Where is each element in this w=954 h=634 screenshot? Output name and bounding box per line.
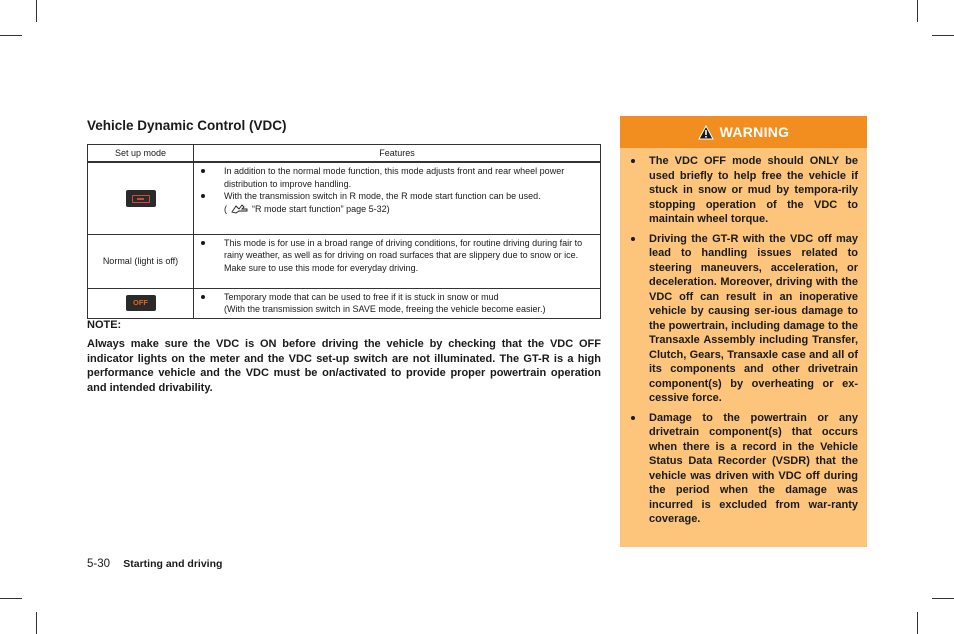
feature-extra-line: (With the transmission switch in SAVE mode, freeing the vehicle become easier.) [224,304,546,314]
warning-list [620,148,867,527]
feature-item: This mode is for use in a broad range of driving conditions, for routine driving during fair to rainy weather, as well as for driving on road surfaces that are slippery due to snow or ice. Make sure to use this mode for everyday driving. [198,237,596,275]
feature-item: In addition to the normal mode function, this mode adjusts front and rear wheel power distribution to improve handling. [198,165,596,190]
warning-item: Damage to the powertrain or any drivetrain component(s) that occurs when there is a record in the Vehicle Status Data Recorder (VSDR) that the vehicle was driven with VDC off during the period when the damage was incurred is excluded from war-ranty coverage. [629,411,858,527]
crop-mark [917,0,918,22]
features-cell [194,162,601,234]
section-title: Vehicle Dynamic Control (VDC) [87,118,287,133]
chapter-title: Starting and driving [123,558,223,570]
mode-label: Normal (light is off) [88,234,194,288]
warning-item: Driving the GT-R with the VDC off may lead to handling issues related to steering maneuvers, acceleration, or deceleration. Moreover, driving with the VDC off can result in an inoperative vehicle by causing ser-ious damage to the powertrain, including damage to the Transaxle Assembly including Transfer, Clutch, Gears, Transaxle case and all of its components and other drivetrain component(s) by overheating or ex-cessive force. [629,232,858,406]
page-reference-icon [230,203,250,214]
header-setup-mode: Set up mode [88,145,194,163]
crop-mark [0,598,22,599]
table-row-r-mode [88,162,601,234]
warning-item: The VDC OFF mode should ONLY be used briefly to help free the vehicle if stuck in snow or mud by tempora-rily stopping operation of the VDC to maintain wheel torque. [629,154,858,227]
warning-header [620,116,867,148]
crop-mark [36,0,37,22]
feature-extra-line: Make sure to use this mode for everyday driving. [224,262,419,273]
reference-prefix: ( [224,203,227,214]
note-label: NOTE: [87,319,122,331]
table-row-normal-mode [88,234,601,288]
page-footer [87,558,222,570]
crop-mark [932,35,954,36]
note-body: Always make sure the VDC is ON before driving the vehicle by checking that the VDC OFF indicator lights on the meter and the VDC set-up switch are not illuminated. The GT-R is a high performance vehicle and the VDC must be on/activated to provide proper powertrain operation and intended drivability. [87,338,601,394]
mode-cell [88,288,194,318]
warning-title: WARNING [719,124,790,140]
header-features: Features [194,145,601,163]
crop-mark [0,35,22,36]
feature-item: Temporary mode that can be used to free if it is stuck in snow or mud (With the transmission switch in SAVE mode, freeing the vehicle become easier.) [198,291,596,316]
crop-mark [932,598,954,599]
mode-cell [88,162,194,234]
reference-text: “R mode start function” page 5-32) [252,203,390,214]
warning-triangle-icon [698,125,714,140]
features-cell [194,288,601,318]
page-number: 5-30 [87,558,111,570]
feature-item: With the transmission switch in R mode, the R mode start function can be used. ( “R mode start function” page 5-32) [198,190,596,215]
crop-mark [917,612,918,634]
table-row-off-mode [88,288,601,318]
table-header-row [88,145,601,163]
features-cell [194,234,601,288]
vdc-off-switch-icon: OFF [126,295,156,311]
crop-mark [36,612,37,634]
r-mode-switch-icon [126,190,156,207]
warning-box [620,116,867,547]
vdc-mode-table [87,144,601,319]
